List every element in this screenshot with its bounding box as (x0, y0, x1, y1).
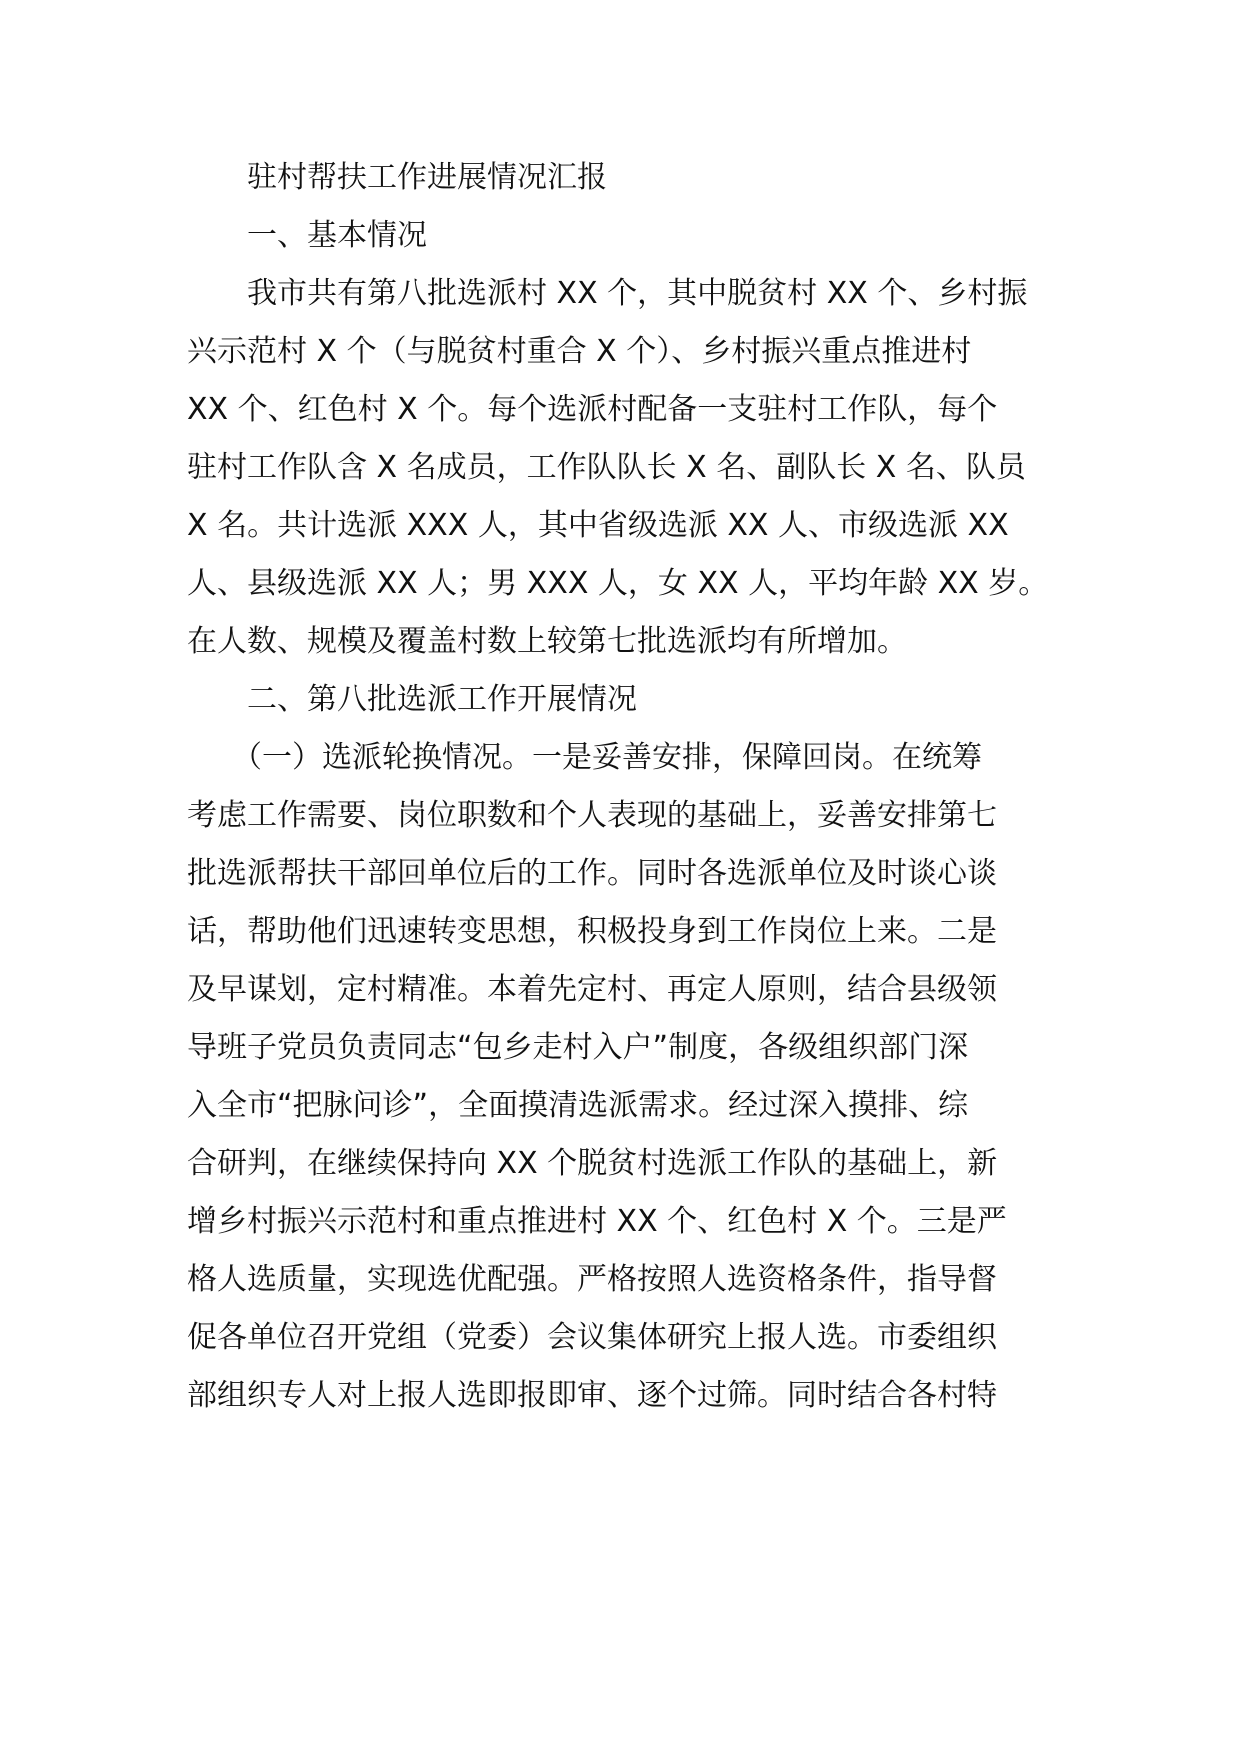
text-line: 部组织专人对上报人选即报即审、逐个过筛。同时结合各村特 (187, 1378, 997, 1413)
text-line: 话，帮助他们迅速转变思想，积极投身到工作岗位上来。二是 (187, 914, 997, 949)
text-line: 人、县级选派 XX 人；男 XXX 人，女 XX 人，平均年龄 XX 岁。 (187, 566, 1049, 601)
text-line: XX 个、红色村 X 个。每个选派村配备一支驻村工作队，每个 (187, 392, 998, 427)
text-line: 入全市“把脉问诊”，全面摸清选派需求。经过深入摸排、综 (187, 1088, 969, 1123)
text-line: 格人选质量，实现选优配强。严格按照人选资格条件，指导督 (187, 1262, 997, 1297)
text-line: 合研判，在继续保持向 XX 个脱贫村选派工作队的基础上，新 (187, 1146, 998, 1181)
section-heading: 一、基本情况 (187, 218, 427, 253)
document-title: 驻村帮扶工作进展情况汇报 (187, 160, 607, 195)
text-line: 促各单位召开党组（党委）会议集体研究上报人选。市委组织 (187, 1320, 997, 1355)
text-line: X 名。共计选派 XXX 人，其中省级选派 XX 人、市级选派 XX (187, 508, 1009, 543)
text-line: 在人数、规模及覆盖村数上较第七批选派均有所增加。 (187, 624, 907, 659)
text-line: 导班子党员负责同志“包乡走村入户”制度，各级组织部门深 (187, 1030, 969, 1065)
section-heading: 二、第八批选派工作开展情况 (187, 682, 637, 717)
text-line: 批选派帮扶干部回单位后的工作。同时各选派单位及时谈心谈 (187, 856, 997, 891)
text-line: 我市共有第八批选派村 XX 个，其中脱贫村 XX 个、乡村振 (187, 276, 1028, 311)
text-line: （一）选派轮换情况。一是妥善安排，保障回岗。在统筹 (187, 740, 982, 775)
text-line: 兴示范村 X 个（与脱贫村重合 X 个）、乡村振兴重点推进村 (187, 334, 972, 369)
text-line: 驻村工作队含 X 名成员，工作队队长 X 名、副队长 X 名、队员 (187, 450, 1026, 485)
text-line: 及早谋划，定村精准。本着先定村、再定人原则，结合县级领 (187, 972, 997, 1007)
text-line: 增乡村振兴示范村和重点推进村 XX 个、红色村 X 个。三是严 (187, 1204, 1007, 1239)
text-line: 考虑工作需要、岗位职数和个人表现的基础上，妥善安排第七 (187, 798, 997, 833)
